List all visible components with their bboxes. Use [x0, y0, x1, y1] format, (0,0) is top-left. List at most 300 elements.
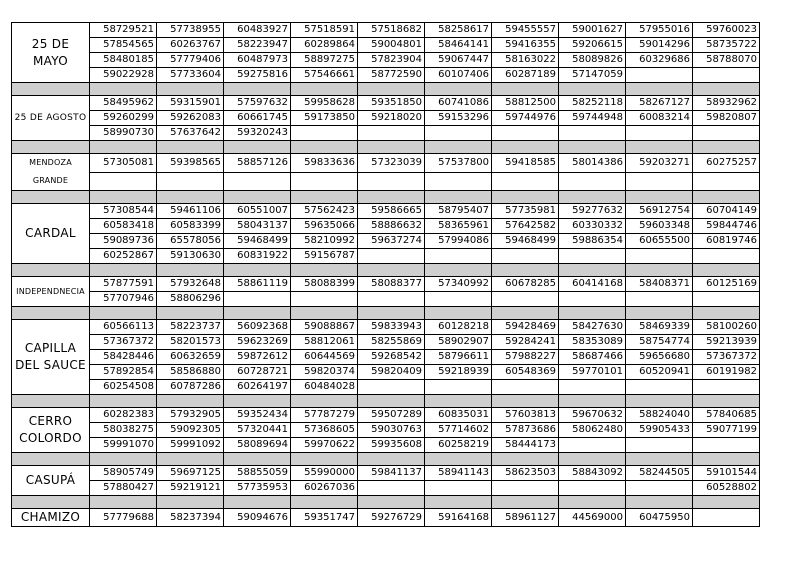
- separator-cell: [425, 395, 492, 408]
- table-row: [12, 350, 760, 365]
- locality-label: INDEPENDNECIA: [12, 277, 90, 307]
- phone-number-cell: [291, 172, 358, 191]
- separator-cell: [291, 83, 358, 96]
- phone-number-cell: 57880427: [90, 481, 157, 496]
- separator-cell: [291, 453, 358, 466]
- table-row: [12, 234, 760, 249]
- separator-cell: [358, 307, 425, 320]
- phone-number-cell: 59275816: [224, 68, 291, 83]
- phone-number-cell: 60258219: [425, 438, 492, 453]
- phone-number-cell: [425, 481, 492, 496]
- phone-number-cell: 59991070: [90, 438, 157, 453]
- phone-number-cell: 57637642: [157, 126, 224, 141]
- phone-number-cell: [559, 438, 626, 453]
- phone-number-cell: 60483927: [224, 23, 291, 38]
- separator-cell: [157, 141, 224, 154]
- separator-cell: [224, 395, 291, 408]
- separator-cell: [291, 307, 358, 320]
- phone-number-cell: 59218020: [358, 111, 425, 126]
- phone-number-cell: 60330332: [559, 219, 626, 234]
- separator-cell: [291, 191, 358, 204]
- phone-number-cell: [626, 438, 693, 453]
- phone-number-cell: 57320441: [224, 423, 291, 438]
- phone-number-cell: [358, 172, 425, 191]
- phone-number-cell: [425, 380, 492, 395]
- separator-cell: [90, 264, 157, 277]
- phone-number-cell: 60191982: [693, 365, 760, 380]
- separator-cell: [626, 264, 693, 277]
- separator-cell: [626, 453, 693, 466]
- phone-number-cell: 56912754: [626, 204, 693, 219]
- locality-label: CERRO COLORDO: [12, 408, 90, 453]
- phone-number-cell: [693, 380, 760, 395]
- phone-number-cell: 59004801: [358, 38, 425, 53]
- phone-number-cell: 57955016: [626, 23, 693, 38]
- separator-cell: [492, 83, 559, 96]
- phone-number-cell: [693, 172, 760, 191]
- locality-label: 25 DE MAYO: [12, 23, 90, 83]
- phone-number-cell: 57546661: [291, 68, 358, 83]
- separator-cell: [425, 191, 492, 204]
- separator-cell: [492, 264, 559, 277]
- phone-number-cell: 58267127: [626, 96, 693, 111]
- phone-number-cell: 57305081: [90, 154, 157, 173]
- phone-number-cell: 58990730: [90, 126, 157, 141]
- phone-number-cell: 58772590: [358, 68, 425, 83]
- phone-number-cell: [693, 68, 760, 83]
- phone-number-cell: 57738955: [157, 23, 224, 38]
- phone-number-cell: [693, 438, 760, 453]
- phone-number-cell: [626, 68, 693, 83]
- separator-cell: [224, 264, 291, 277]
- phone-number-cell: 57707946: [90, 292, 157, 307]
- separator-cell: [90, 307, 157, 320]
- phone-number-cell: 58089694: [224, 438, 291, 453]
- phone-number-cell: 57840685: [693, 408, 760, 423]
- phone-number-cell: 59820374: [291, 365, 358, 380]
- phone-number-cell: 59203271: [626, 154, 693, 173]
- phone-number-cell: 59872612: [224, 350, 291, 365]
- phone-number-cell: 59398565: [157, 154, 224, 173]
- phone-number-cell: 58495962: [90, 96, 157, 111]
- separator-cell: [559, 395, 626, 408]
- phone-number-cell: 59770101: [559, 365, 626, 380]
- phone-number-cell: 60741086: [425, 96, 492, 111]
- separator-cell: [157, 264, 224, 277]
- separator-cell: [559, 83, 626, 96]
- phone-number-cell: 59623269: [224, 335, 291, 350]
- separator-cell: [693, 264, 760, 277]
- phone-number-cell: 59468499: [492, 234, 559, 249]
- table-row: [12, 38, 760, 53]
- separator-cell: [693, 307, 760, 320]
- phone-number-cell: 59219121: [157, 481, 224, 496]
- phone-number-cell: 59164168: [425, 509, 492, 527]
- phone-number-cell: [358, 481, 425, 496]
- phone-number-cell: 59744948: [559, 111, 626, 126]
- phone-number-cell: 59841137: [358, 466, 425, 481]
- phone-number-cell: [425, 126, 492, 141]
- phone-number-cell: 58089826: [559, 53, 626, 68]
- phone-number-cell: 58427630: [559, 320, 626, 335]
- separator-cell: [12, 264, 90, 277]
- phone-number-cell: 58210992: [291, 234, 358, 249]
- phone-number-cell: 60831922: [224, 249, 291, 264]
- phone-number-cell: 59833943: [358, 320, 425, 335]
- phone-number-cell: 58961127: [492, 509, 559, 527]
- phone-number-cell: 59156787: [291, 249, 358, 264]
- phone-number-cell: 57932648: [157, 277, 224, 292]
- phone-number-cell: 59352434: [224, 408, 291, 423]
- phone-number-cell: 57735953: [224, 481, 291, 496]
- separator-cell: [90, 453, 157, 466]
- separator-cell: [358, 191, 425, 204]
- phone-number-cell: 60548369: [492, 365, 559, 380]
- separator-cell: [693, 141, 760, 154]
- phone-number-cell: 60583399: [157, 219, 224, 234]
- phone-number-cell: 58480185: [90, 53, 157, 68]
- phone-number-cell: [626, 481, 693, 496]
- phone-number-cell: 59284241: [492, 335, 559, 350]
- phone-number-cell: 60287189: [492, 68, 559, 83]
- phone-number-cell: 58163022: [492, 53, 559, 68]
- phone-number-cell: 60484028: [291, 380, 358, 395]
- phone-number-cell: [492, 126, 559, 141]
- separator-cell: [12, 307, 90, 320]
- separator-cell: [224, 141, 291, 154]
- phone-number-cell: 59153296: [425, 111, 492, 126]
- phone-number-cell: 59315901: [157, 96, 224, 111]
- separator-cell: [157, 307, 224, 320]
- phone-number-cell: 58408371: [626, 277, 693, 292]
- phone-number-cell: [358, 249, 425, 264]
- separator-cell: [224, 453, 291, 466]
- phone-number-cell: [425, 172, 492, 191]
- table-row: [12, 204, 760, 219]
- phone-number-cell: 60083214: [626, 111, 693, 126]
- phone-number-cell: 58252118: [559, 96, 626, 111]
- phone-number-cell: 58729521: [90, 23, 157, 38]
- phone-number-cell: [492, 249, 559, 264]
- phone-number-cell: 58255869: [358, 335, 425, 350]
- phone-number-cell: 55990000: [291, 466, 358, 481]
- table-row: [12, 320, 760, 335]
- group-separator-row: [12, 264, 760, 277]
- phone-number-cell: 59991092: [157, 438, 224, 453]
- separator-cell: [425, 496, 492, 509]
- separator-cell: [224, 307, 291, 320]
- phone-number-cell: 58897275: [291, 53, 358, 68]
- table-row: [12, 335, 760, 350]
- separator-cell: [492, 191, 559, 204]
- phone-number-cell: 58469339: [626, 320, 693, 335]
- phone-number-cell: 65578056: [157, 234, 224, 249]
- phone-number-cell: [358, 380, 425, 395]
- table-row: [12, 438, 760, 453]
- separator-cell: [693, 453, 760, 466]
- phone-number-cell: [559, 126, 626, 141]
- phone-number-cell: 57340992: [425, 277, 492, 292]
- phone-number-cell: 58444173: [492, 438, 559, 453]
- phone-number-cell: 58237394: [157, 509, 224, 527]
- phone-number-cell: 57892854: [90, 365, 157, 380]
- group-separator-row: [12, 307, 760, 320]
- phone-number-cell: 58796611: [425, 350, 492, 365]
- phone-number-cell: 59022928: [90, 68, 157, 83]
- separator-cell: [157, 191, 224, 204]
- phone-number-cell: 59586665: [358, 204, 425, 219]
- phone-number-cell: 58788070: [693, 53, 760, 68]
- phone-number-cell: 58932962: [693, 96, 760, 111]
- group-separator-row: [12, 141, 760, 154]
- separator-cell: [559, 496, 626, 509]
- separator-cell: [492, 453, 559, 466]
- phone-number-cell: 58223947: [224, 38, 291, 53]
- phone-number-cell: [626, 126, 693, 141]
- table-row: [12, 23, 760, 38]
- separator-cell: [12, 395, 90, 408]
- phone-number-cell: 59262083: [157, 111, 224, 126]
- phone-number-cell: 60254508: [90, 380, 157, 395]
- phone-number-cell: 59603348: [626, 219, 693, 234]
- table-row: [12, 292, 760, 307]
- separator-cell: [425, 307, 492, 320]
- separator-cell: [626, 307, 693, 320]
- phone-number-cell: [157, 172, 224, 191]
- group-separator-row: [12, 191, 760, 204]
- phone-number-cell: 59958628: [291, 96, 358, 111]
- separator-cell: [492, 395, 559, 408]
- separator-cell: [90, 496, 157, 509]
- phone-number-cell: 59820807: [693, 111, 760, 126]
- table-row: [12, 111, 760, 126]
- phone-number-cell: 60655500: [626, 234, 693, 249]
- separator-cell: [157, 83, 224, 96]
- phone-number-cell: [559, 481, 626, 496]
- separator-cell: [559, 191, 626, 204]
- separator-cell: [157, 395, 224, 408]
- phone-number-cell: 58353089: [559, 335, 626, 350]
- separator-cell: [12, 141, 90, 154]
- phone-number-cell: [693, 292, 760, 307]
- phone-number-cell: 59351850: [358, 96, 425, 111]
- phone-number-cell: 59077199: [693, 423, 760, 438]
- separator-cell: [693, 395, 760, 408]
- table-row: [12, 277, 760, 292]
- separator-cell: [90, 191, 157, 204]
- separator-cell: [358, 141, 425, 154]
- separator-cell: [559, 453, 626, 466]
- phone-number-cell: 58062480: [559, 423, 626, 438]
- phone-number-cell: 59276729: [358, 509, 425, 527]
- phone-number-cell: 59130630: [157, 249, 224, 264]
- phone-number-cell: 59461106: [157, 204, 224, 219]
- phone-number-cell: 58855059: [224, 466, 291, 481]
- phone-number-cell: 57779406: [157, 53, 224, 68]
- separator-cell: [425, 83, 492, 96]
- separator-cell: [693, 496, 760, 509]
- table-row: [12, 249, 760, 264]
- phone-number-cell: 60128218: [425, 320, 492, 335]
- separator-cell: [224, 191, 291, 204]
- table-row: [12, 408, 760, 423]
- phone-number-cell: 58365961: [425, 219, 492, 234]
- phone-number-cell: 59014296: [626, 38, 693, 53]
- phone-number-cell: 60704149: [693, 204, 760, 219]
- phone-number-cell: 59094676: [224, 509, 291, 527]
- phone-number-cell: 58754774: [626, 335, 693, 350]
- phone-number-cell: 58088377: [358, 277, 425, 292]
- phone-number-cell: 60551007: [224, 204, 291, 219]
- phone-number-cell: 59744976: [492, 111, 559, 126]
- phone-number-cell: 57642582: [492, 219, 559, 234]
- phone-number-cell: 58258617: [425, 23, 492, 38]
- phone-number-cell: [492, 292, 559, 307]
- phone-number-cell: 58244505: [626, 466, 693, 481]
- phone-number-cell: [693, 126, 760, 141]
- phone-number-cell: 60632659: [157, 350, 224, 365]
- locality-label: MENDOZA GRANDE: [12, 154, 90, 191]
- group-separator-row: [12, 496, 760, 509]
- phone-number-cell: 59351747: [291, 509, 358, 527]
- phone-number-cell: 44569000: [559, 509, 626, 527]
- phone-number-cell: [693, 509, 760, 527]
- phone-number-cell: 57932905: [157, 408, 224, 423]
- separator-cell: [358, 453, 425, 466]
- table-row: [12, 172, 760, 191]
- phone-number-cell: 58861119: [224, 277, 291, 292]
- phone-number-cell: 59092305: [157, 423, 224, 438]
- phone-number-cell: 57367372: [90, 335, 157, 350]
- phone-number-cell: 60329686: [626, 53, 693, 68]
- phone-number-cell: 60787286: [157, 380, 224, 395]
- phone-number-cell: [291, 126, 358, 141]
- phone-number-cell: 59886354: [559, 234, 626, 249]
- locality-label: CHAMIZO: [12, 509, 90, 527]
- phone-number-cell: [425, 292, 492, 307]
- phone-number-cell: 57368605: [291, 423, 358, 438]
- phone-number-cell: 58886632: [358, 219, 425, 234]
- phone-number-cell: [358, 292, 425, 307]
- phone-number-cell: 58201573: [157, 335, 224, 350]
- phone-number-cell: 58100260: [693, 320, 760, 335]
- phone-number-cell: 58806296: [157, 292, 224, 307]
- phone-number-cell: 59101544: [693, 466, 760, 481]
- phone-number-cell: 59468499: [224, 234, 291, 249]
- phone-number-cell: 60583418: [90, 219, 157, 234]
- group-separator-row: [12, 395, 760, 408]
- phone-number-table: [11, 22, 760, 527]
- phone-number-cell: 57735981: [492, 204, 559, 219]
- separator-cell: [358, 496, 425, 509]
- phone-number-cell: 57877591: [90, 277, 157, 292]
- table-row: [12, 154, 760, 173]
- phone-number-cell: 57854565: [90, 38, 157, 53]
- phone-number-cell: 59507289: [358, 408, 425, 423]
- separator-cell: [492, 141, 559, 154]
- phone-number-cell: 60275257: [693, 154, 760, 173]
- separator-cell: [291, 141, 358, 154]
- phone-number-cell: 57733604: [157, 68, 224, 83]
- phone-number-cell: 58812061: [291, 335, 358, 350]
- table-row: [12, 466, 760, 481]
- separator-cell: [12, 83, 90, 96]
- table-row: [12, 96, 760, 111]
- locality-label: CARDAL: [12, 204, 90, 264]
- phone-number-cell: [626, 249, 693, 264]
- phone-number-cell: 59428469: [492, 320, 559, 335]
- phone-number-cell: 57714602: [425, 423, 492, 438]
- phone-number-cell: 60566113: [90, 320, 157, 335]
- phone-number-cell: 59833636: [291, 154, 358, 173]
- phone-number-cell: 58223737: [157, 320, 224, 335]
- phone-number-cell: 56092368: [224, 320, 291, 335]
- phone-number-cell: 58088399: [291, 277, 358, 292]
- separator-cell: [693, 83, 760, 96]
- phone-number-cell: 59637274: [358, 234, 425, 249]
- phone-number-cell: 59218939: [425, 365, 492, 380]
- separator-cell: [291, 264, 358, 277]
- phone-number-cell: 57518682: [358, 23, 425, 38]
- separator-cell: [492, 307, 559, 320]
- table-row: [12, 68, 760, 83]
- separator-cell: [90, 83, 157, 96]
- phone-number-cell: 59844746: [693, 219, 760, 234]
- phone-number-cell: 58043137: [224, 219, 291, 234]
- separator-cell: [559, 264, 626, 277]
- phone-number-cell: [559, 380, 626, 395]
- separator-cell: [12, 496, 90, 509]
- phone-number-cell: 58038275: [90, 423, 157, 438]
- phone-number-cell: 57873686: [492, 423, 559, 438]
- phone-number-cell: 58687466: [559, 350, 626, 365]
- phone-number-cell: 58843092: [559, 466, 626, 481]
- phone-number-cell: 60475950: [626, 509, 693, 527]
- phone-number-cell: [626, 172, 693, 191]
- separator-cell: [157, 496, 224, 509]
- table-row: [12, 365, 760, 380]
- phone-number-cell: 57537800: [425, 154, 492, 173]
- phone-number-cell: 60125169: [693, 277, 760, 292]
- phone-number-cell: 59970622: [291, 438, 358, 453]
- phone-number-cell: 59935608: [358, 438, 425, 453]
- separator-cell: [559, 141, 626, 154]
- separator-cell: [425, 453, 492, 466]
- phone-number-cell: 60414168: [559, 277, 626, 292]
- phone-number-cell: [492, 172, 559, 191]
- phone-number-cell: [90, 172, 157, 191]
- phone-number-cell: 58735722: [693, 38, 760, 53]
- phone-number-cell: 59656680: [626, 350, 693, 365]
- phone-number-cell: 59760023: [693, 23, 760, 38]
- phone-number-cell: [224, 292, 291, 307]
- phone-number-cell: 57823904: [358, 53, 425, 68]
- phone-number-cell: 60264197: [224, 380, 291, 395]
- phone-number-cell: 58428446: [90, 350, 157, 365]
- phone-number-cell: 60282383: [90, 408, 157, 423]
- separator-cell: [425, 141, 492, 154]
- phone-number-cell: 57308544: [90, 204, 157, 219]
- phone-number-cell: 59088867: [291, 320, 358, 335]
- group-separator-row: [12, 453, 760, 466]
- locality-label: CAPILLA DEL SAUCE: [12, 320, 90, 395]
- phone-number-cell: 60678285: [492, 277, 559, 292]
- phone-number-cell: 60661745: [224, 111, 291, 126]
- separator-cell: [693, 191, 760, 204]
- phone-number-cell: 59067447: [425, 53, 492, 68]
- separator-cell: [291, 395, 358, 408]
- phone-number-cell: 57988227: [492, 350, 559, 365]
